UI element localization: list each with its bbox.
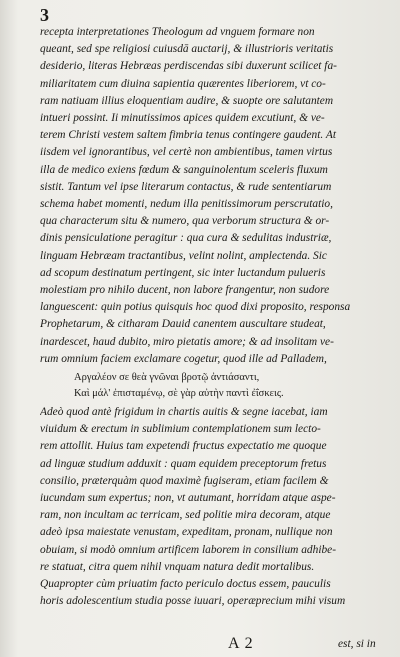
text-line: illa de medico exiens fœdum & sanguinolentum sceleris fluxum (40, 163, 328, 176)
text-line: terem Christi vestem saltem fimbria tenus contingere gaudent. At (40, 129, 337, 142)
text-line: schema habet momenti, nedum illa penitissimorum perscrutatio, (40, 198, 333, 211)
text-line: recepta interpretationes Theologum ad vnguem formare non (40, 26, 315, 38)
text-line: ram, non incultam ac terricam, sed politie mira decoram, atque (40, 509, 331, 522)
catchword: est, si in (338, 638, 376, 650)
text-line: Adeò quod antè frigidum in chartis auitis & segne iacebat, iam (40, 406, 328, 419)
text-line: languescent: quin potius quisquis hoc quod dixi proposito, responsa (40, 301, 351, 314)
text-line: sistit. Tantum vel ipse literarum contactus, & rude sententiarum (40, 180, 332, 193)
text-line: molestiam pro nihilo ducent, non labore frangentur, non sudore (40, 284, 330, 297)
greek-verse-line: Αργαλέον σε θεὰ γνῶναι βροτῷ ἀντιάσαντι, (74, 372, 260, 384)
signature-mark: A 2 (228, 635, 254, 652)
text-line: rum omnium faciem exclamare cogetur, quod ille ad Palladem, (40, 352, 327, 365)
text-line: consilio, præterquàm quod maximè fugiseram, etiam facilem & (40, 474, 329, 487)
greek-verse-line: Καὶ μάλ' ἐπισταμένῳ, σὲ γὰρ αὐτὴν παντὶ ἐΐσκεις. (74, 388, 284, 400)
text-line: desiderio, literas Hebræas perdiscendas sibi duxerunt scilicet fa- (40, 60, 337, 73)
text-line: ram natiuam illius eloquentiam audire, & suopte ore salutantem (40, 94, 334, 107)
text-line: Quapropter cùm priuatim facto periculo doctus essem, pauculis (40, 578, 331, 591)
text-line: rem attollit. Huius tam expetendi fructus expectatio me quoque (40, 440, 327, 453)
text-line: Prophetarum, & citharam Dauid canentem auscultare studeat, (40, 318, 326, 331)
text-line: queant, sed spe religiosi cuiusdā auctarij, & illustrioris veritatis (40, 43, 334, 56)
text-line: iucundam sum expertus; non, vt autumant, horridam atque aspe- (40, 492, 336, 505)
text-line: iisdem vel ignorantibus, vel certè non ambientibus, tamen virtus (40, 146, 333, 159)
text-line: viuidum & erectum in sublimium contemplationem sum lecto- (40, 423, 321, 436)
text-line: dinis pensiculatione peragitur : qua cura & sedulitas industriæ, (40, 232, 332, 245)
page-number: 3 (40, 5, 49, 25)
text-line: intueri possint. Ii minutissimos apices quidem excutiunt, & ve- (40, 112, 325, 125)
text-line: re statuat, citra quem nihil vnquam natura dedit mortalibus. (40, 560, 315, 573)
text-line: miliaritatem cum diuina sapientia quærentes liberiorem, vt co- (40, 77, 326, 90)
text-line: ad scopum destinatum pertingent, sic inter luctandum pulueris (40, 266, 326, 279)
text-line: adeò ipsa maiestate venustam, expeditam, pronam, nullique non (40, 526, 333, 539)
text-line: qua characterum situ & numero, qua verborum structura & or- (40, 215, 330, 228)
body-text (40, 24, 382, 611)
text-line: horis adolescentium studia posse iuuari, operæprecium mihi visum (40, 595, 346, 608)
text-line: linguam Hebræam tractantibus, velint nolint, amplectenda. Sic (40, 249, 327, 262)
text-line: inardescet, haud dubito, miro pietatis amore; & ad insolitam ve- (40, 335, 334, 348)
text-line: ad linguæ studium adduxit : quam equidem preceptorum fretus (40, 457, 327, 470)
text-line: obuiam, si modò omnium artificem laborem in consilium adhibe- (40, 543, 337, 556)
